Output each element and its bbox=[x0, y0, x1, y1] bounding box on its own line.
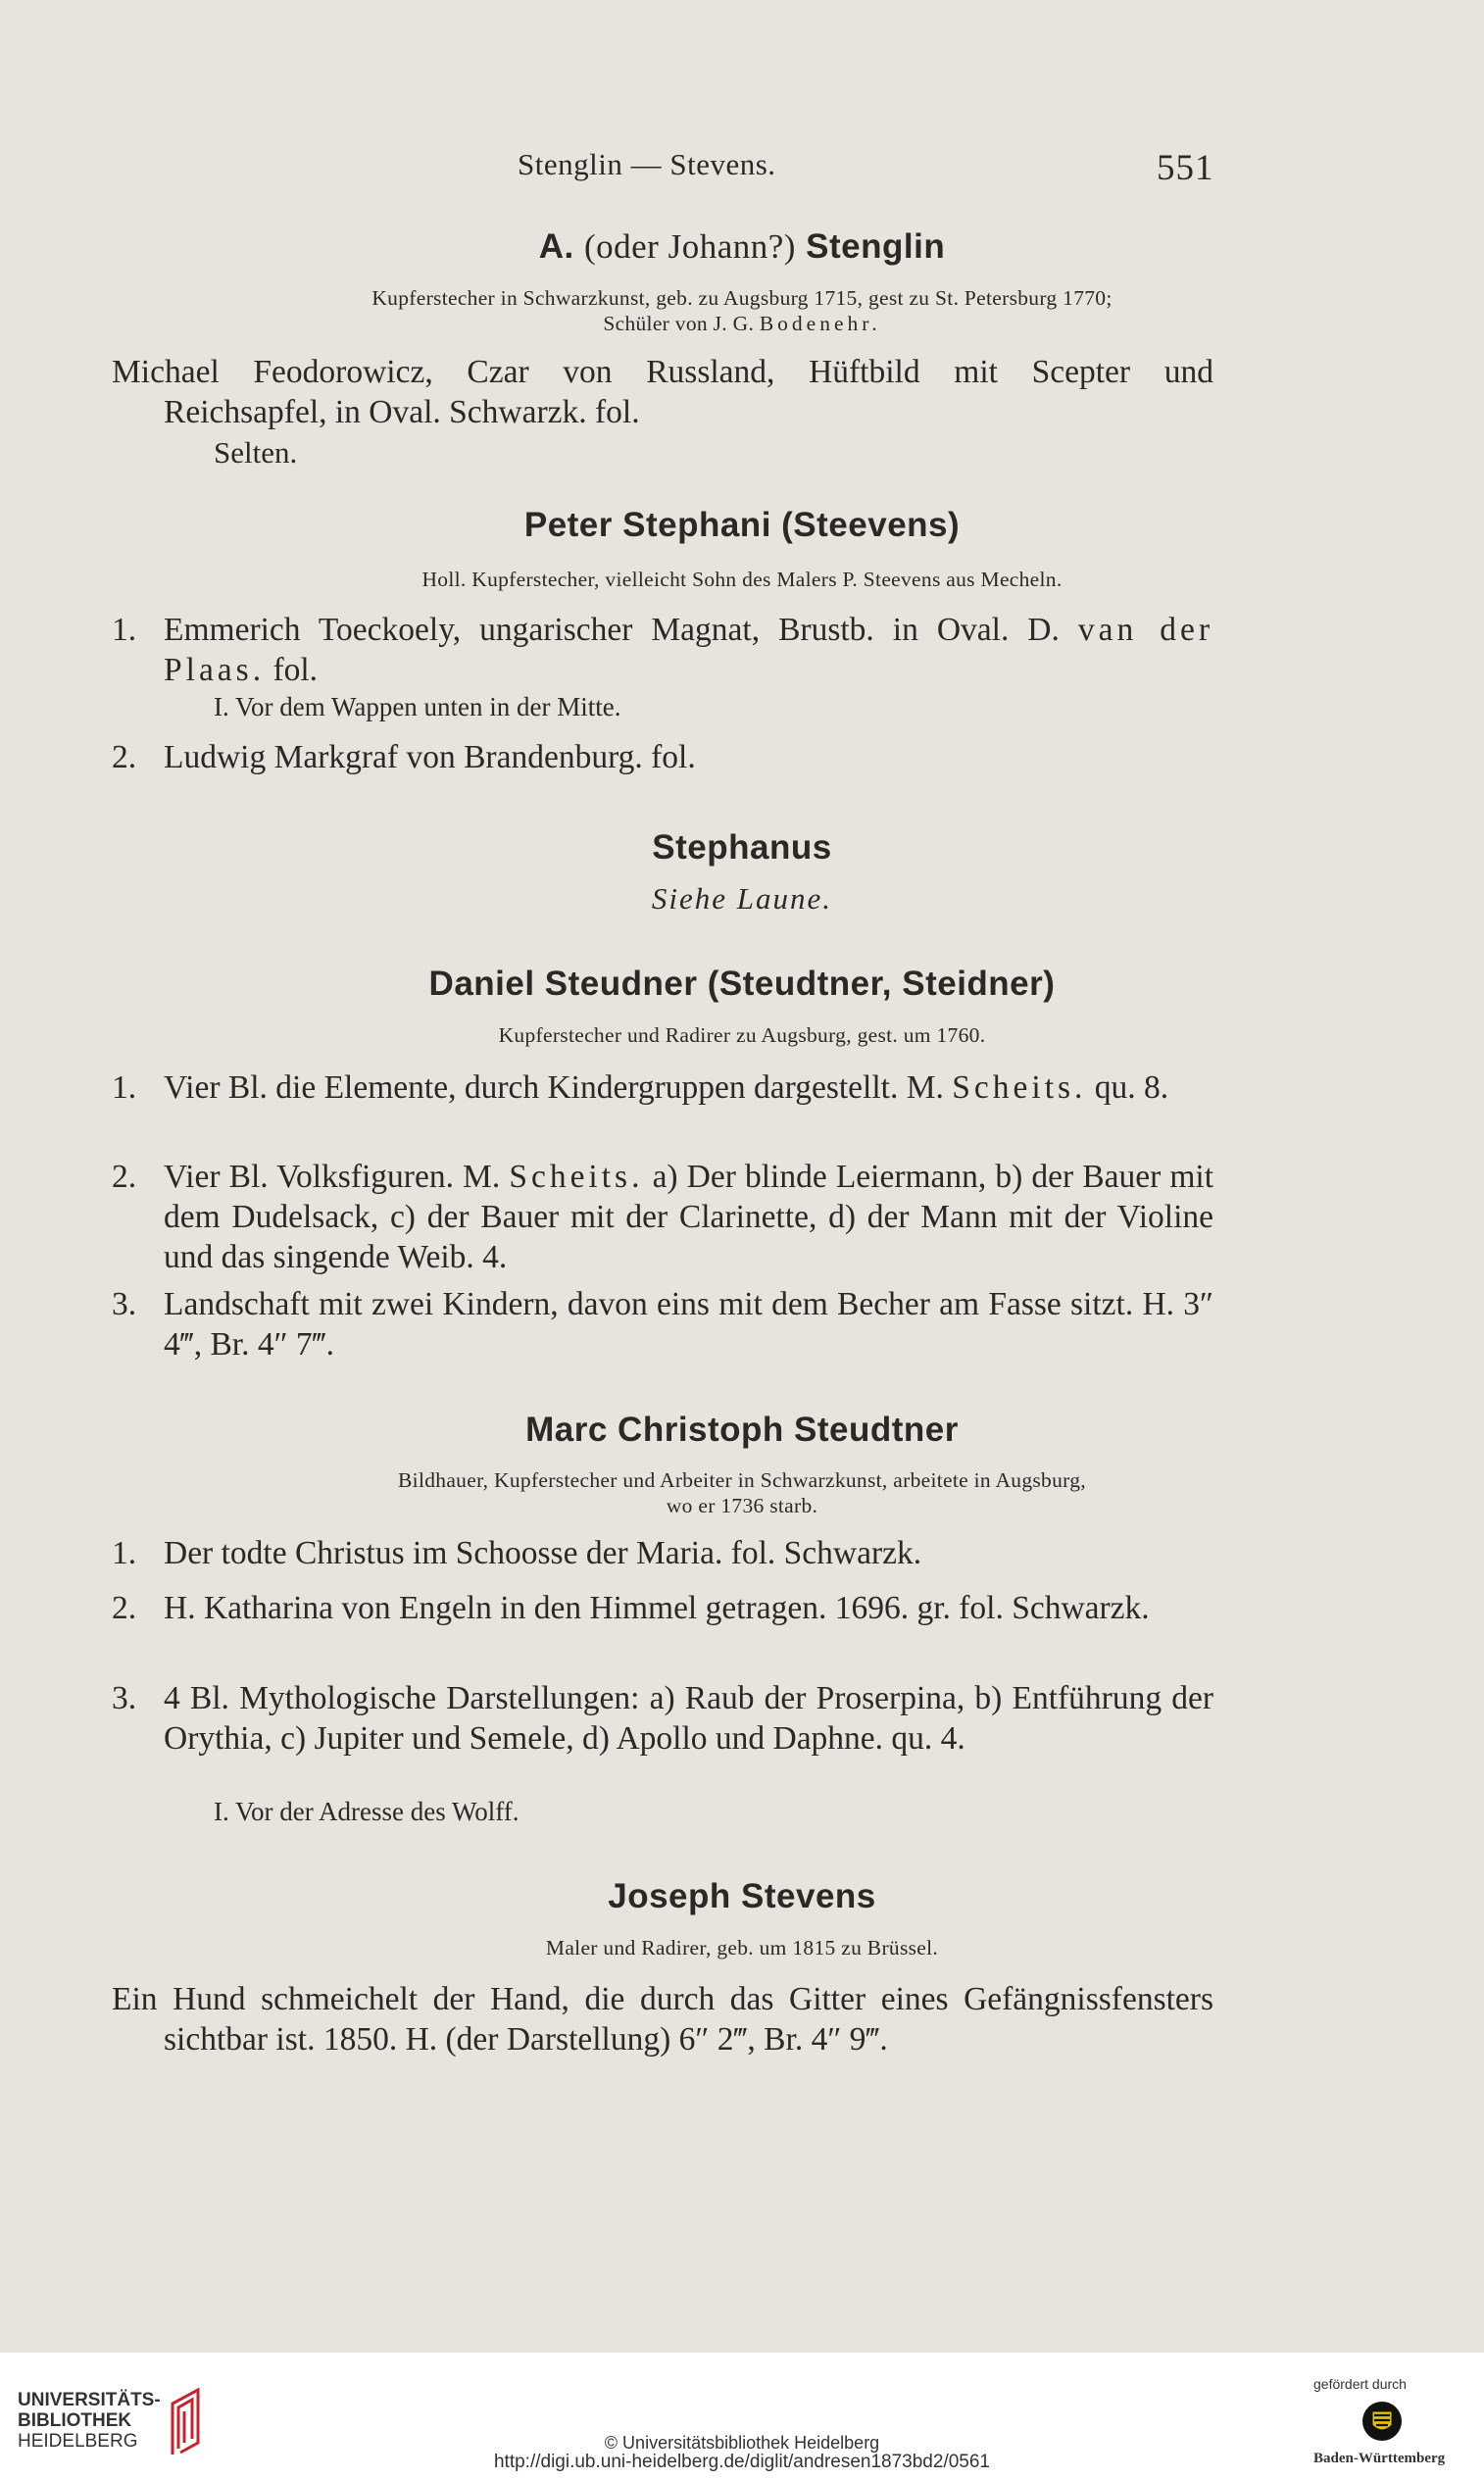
digitization-footer bbox=[0, 2353, 1484, 2480]
funding-label: gefördert durch bbox=[1313, 2376, 1407, 2392]
copyright-notice: © Universitätsbibliothek Heidelberg bbox=[604, 2433, 880, 2453]
bio-steudner: Kupferstecher und Radirer zu Augsburg, gest. um 1760. bbox=[498, 1023, 986, 1047]
entry-text: H. Katharina von Engeln in den Himmel getragen. 1696. gr. fol. Schwarzk. bbox=[164, 1590, 1150, 1626]
entry-number: 2. bbox=[112, 1159, 137, 1195]
heading-stevens: Joseph Stevens bbox=[608, 1877, 876, 1915]
entry-steudner-1 bbox=[112, 1067, 1213, 1108]
heading-stenglin-name: Stenglin bbox=[806, 227, 946, 266]
entry-text: 4 Bl. Mythologische Darstellungen: a) Raub der Proserpina, b) Entführung der Orythia, c) Jupiter und Semele, d) Apollo und Daphne. qu. 4. bbox=[164, 1680, 1213, 1757]
note-marc-steudtner-state: I. Vor der Adresse des Wolff. bbox=[214, 1797, 519, 1826]
funding-name: Baden-Württemberg bbox=[1313, 2451, 1446, 2466]
bio-marc-steudtner bbox=[157, 1467, 1327, 1518]
page-number: 551 bbox=[1157, 148, 1214, 188]
entry-stephani-1-engraver: van der Plaas. bbox=[164, 612, 1214, 688]
entry-stenglin-line2: Reichsapfel, in Oval. Schwarzk. fol. bbox=[164, 394, 640, 430]
entry-text bbox=[164, 1067, 1213, 1108]
heading-marc-steudtner: Marc Christoph Steudtner bbox=[525, 1411, 959, 1449]
entry-number: 3. bbox=[112, 1286, 137, 1322]
copyright-block bbox=[0, 2433, 1484, 2472]
heading-stenglin bbox=[0, 227, 1484, 267]
entry-text: Ludwig Markgraf von Brandenburg. fol. bbox=[164, 739, 696, 775]
heading-steudner: Daniel Steudner (Steudtner, Steidner) bbox=[428, 965, 1056, 1003]
entry-number: 1. bbox=[112, 612, 137, 648]
entry-stephani-1 bbox=[112, 610, 1213, 690]
bio-stephani: Holl. Kupferstecher, vielleicht Sohn des Malers P. Steevens aus Mecheln. bbox=[421, 568, 1063, 591]
bio-stenglin-line1: Kupferstecher in Schwarzkunst, geb. zu Augsburg 1715, gest zu St. Petersburg 1770; bbox=[371, 286, 1113, 310]
entry-steudner-2 bbox=[112, 1157, 1213, 1277]
entry-steudner-1-artist: Scheits. bbox=[952, 1069, 1087, 1106]
entry-number: 1. bbox=[112, 1069, 137, 1106]
note-stenglin-rarity: Selten. bbox=[214, 435, 298, 470]
note-stephani-state: I. Vor dem Wappen unten in der Mitte. bbox=[214, 692, 621, 721]
bio-marc-steudtner-line2: wo er 1736 starb. bbox=[666, 1494, 818, 1517]
heading-stenglin-initial: A. bbox=[538, 227, 574, 266]
bio-stenglin-teacher-name: Bodenehr. bbox=[759, 312, 881, 335]
bio-stenglin-line2 bbox=[157, 311, 1327, 336]
heading-stephanus: Stephanus bbox=[652, 828, 832, 867]
entry-steudner-2-description: a) Der blinde Leiermann, b) der Bauer mit dem Dudelsack, c) der Bauer mit der Clarinette, d) der Mann mit der Violine und das singende Weib. 4. bbox=[164, 1159, 1213, 1275]
state-coat-of-arms-icon bbox=[1360, 2400, 1404, 2443]
entry-stevens bbox=[112, 1979, 1213, 2059]
entry-stenglin bbox=[112, 352, 1213, 432]
entry-number: 1. bbox=[112, 1535, 137, 1571]
entry-stenglin-line1: Michael Feodorowicz, Czar von Russland, Hüftbild mit Scepter und bbox=[112, 354, 1213, 390]
entry-number: 2. bbox=[112, 739, 137, 775]
entry-steudner-2-artist: Scheits. bbox=[509, 1159, 644, 1195]
entry-text bbox=[164, 1157, 1213, 1277]
bio-stevens: Maler und Radirer, geb. um 1815 zu Brüssel. bbox=[545, 1936, 939, 1959]
entry-text: Der todte Christus im Schoosse der Maria. fol. Schwarzk. bbox=[164, 1535, 922, 1571]
entry-steudner-2-title: Vier Bl. Volksfiguren. M. bbox=[164, 1159, 501, 1195]
see-also-laune: Siehe Laune. bbox=[651, 881, 833, 916]
bio-stenglin bbox=[157, 285, 1327, 336]
entry-marc-steudtner-1 bbox=[112, 1533, 1213, 1573]
entry-steudner-1-format: qu. 8. bbox=[1094, 1069, 1169, 1106]
entry-stevens-text: Ein Hund schmeichelt der Hand, die durch das Gitter eines Gefängnissfensters sichtbar ist. 1850. H. (der Darstellung) 6″ 2‴, Br. 4″ 9‴. bbox=[112, 1981, 1213, 2058]
permalink-url[interactable]: http://digi.ub.uni-heidelberg.de/diglit/andresen1873bd2/0561 bbox=[493, 2452, 990, 2472]
entry-stephani-1-title: Emmerich Toeckoely, ungarischer Magnat, Brustb. in Oval. D. bbox=[164, 612, 1060, 648]
entry-steudner-1-title: Vier Bl. die Elemente, durch Kindergruppen dargestellt. M. bbox=[164, 1069, 944, 1106]
heading-stephani: Peter Stephani (Steevens) bbox=[523, 506, 961, 544]
entry-marc-steudtner-2 bbox=[112, 1588, 1213, 1628]
bio-stenglin-teacher-prefix: Schüler von J. G. bbox=[603, 312, 755, 335]
running-head-title: Stenglin — Stevens. bbox=[518, 147, 776, 181]
entry-stephani-2 bbox=[112, 737, 1213, 777]
entry-number: 3. bbox=[112, 1680, 137, 1716]
library-name-line3: HEIDELBERG bbox=[18, 2431, 138, 2452]
entry-steudner-3 bbox=[112, 1284, 1213, 1364]
heading-stenglin-alias: (oder Johann?) bbox=[583, 227, 796, 266]
entry-stephani-1-format: fol. bbox=[272, 652, 319, 688]
bio-marc-steudtner-line1: Bildhauer, Kupferstecher und Arbeiter in Schwarzkunst, arbeitete in Augsburg, bbox=[398, 1468, 1086, 1492]
entry-number: 2. bbox=[112, 1590, 137, 1626]
entry-text bbox=[164, 610, 1213, 690]
library-name-line2: BIBLIOTHEK bbox=[18, 2410, 132, 2431]
entry-marc-steudtner-3 bbox=[112, 1678, 1213, 1759]
entry-text: Landschaft mit zwei Kindern, davon eins mit dem Becher am Fasse sitzt. H. 3″ 4‴, Br. 4″ 7‴. bbox=[164, 1286, 1213, 1363]
library-name-line1: UNIVERSITÄTS- bbox=[18, 2390, 161, 2410]
